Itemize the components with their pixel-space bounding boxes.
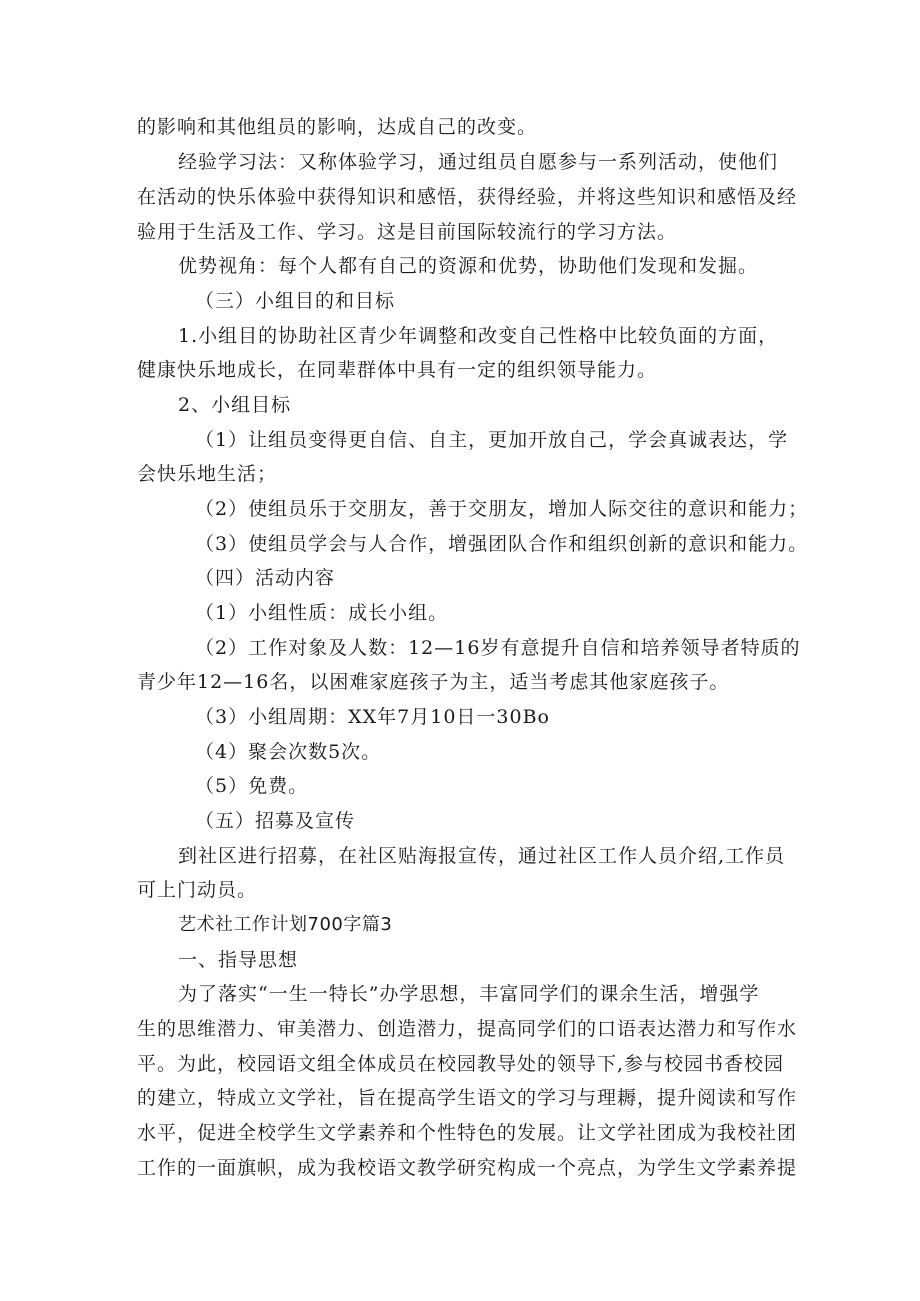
paragraph-line: 的影响和其他组员的影响，达成自己的改变。	[137, 116, 538, 138]
paragraph-line: 健康快乐地成长，在同辈群体中具有一定的组织领导能力。	[137, 359, 658, 381]
section-heading: （四）活动内容	[195, 567, 336, 589]
paragraph-line: 可上门动员。	[137, 879, 258, 901]
list-item: （1）小组性质：成长小组。	[195, 602, 449, 624]
list-item: （3）使组员学会与人合作，增强团队合作和组织创新的意识和能力。	[195, 533, 809, 555]
list-item: （3）小组周期：XX年7月10日一30Bo	[195, 706, 550, 728]
paragraph-line: 工作的一面旗帜，成为我校语文教学研究构成一个亮点，为学生文学素养提	[137, 1157, 798, 1179]
section-heading: （三）小组目的和目标	[195, 290, 396, 312]
list-item: （1）让组员变得更自信、自主，更加开放自己，学会真诚表达，学	[195, 429, 789, 451]
paragraph-line: 会快乐地生活；	[137, 463, 278, 485]
list-item: （2）工作对象及人数：12—16岁有意提升自信和培养领导者特质的	[195, 637, 801, 659]
section-heading: 一、指导思想	[178, 949, 299, 971]
paragraph-line: 验用于生活及工作、学习。这是目前国际较流行的学习方法。	[137, 221, 678, 243]
paragraph-line: 的建立，特成立文学社，旨在提高学生语文的学习与理耨，提升阅读和写作	[137, 1087, 798, 1109]
paragraph-line: 在活动的快乐体验中获得知识和感悟，获得经验，并将这些知识和感悟及经	[137, 186, 798, 208]
document-title: 艺术社工作计划700字篇3	[178, 914, 393, 935]
paragraph-line: 到社区进行招募，在社区贴海报宣传，通过社区工作人员介绍,工作员	[178, 845, 786, 867]
paragraph-line: 平。为此，校园语文组全体成员在校园教导处的领导下,参与校园书香校园	[137, 1053, 785, 1075]
paragraph-line: 优势视角：每个人都有自己的资源和优势，协助他们发现和发掘。	[178, 255, 759, 277]
list-item: （2）使组员乐于交朋友，善于交朋友，增加人际交往的意识和能力；	[195, 498, 809, 520]
paragraph-line: 水平，促进全校学生文学素养和个性特色的发展。让文学社团成为我校社团	[137, 1122, 798, 1144]
paragraph-line: 经验学习法：又称体验学习，通过组员自愿参与一系列活动，使他们	[178, 151, 779, 173]
section-heading: （五）招募及宣传	[195, 810, 356, 832]
paragraph-line: 青少年12—16名，以困难家庭孩子为主，适当考虑其他家庭孩子。	[137, 671, 730, 693]
list-item: （5）免费。	[195, 775, 309, 797]
subsection-heading: 2、小组目标	[178, 394, 292, 416]
paragraph-line: 1.小组目的协助社区青少年调整和改变自己性格中比较负面的方面，	[178, 325, 779, 347]
paragraph-line: 生的思维潜力、审美潜力、创造潜力，提高同学们的口语表达潜力和写作水	[137, 1018, 798, 1040]
list-item: （4）聚会次数5次。	[195, 741, 382, 763]
paragraph-line: 为了落实“一生一特长”办学思想，丰富同学们的课余生活，增强学	[178, 983, 760, 1005]
